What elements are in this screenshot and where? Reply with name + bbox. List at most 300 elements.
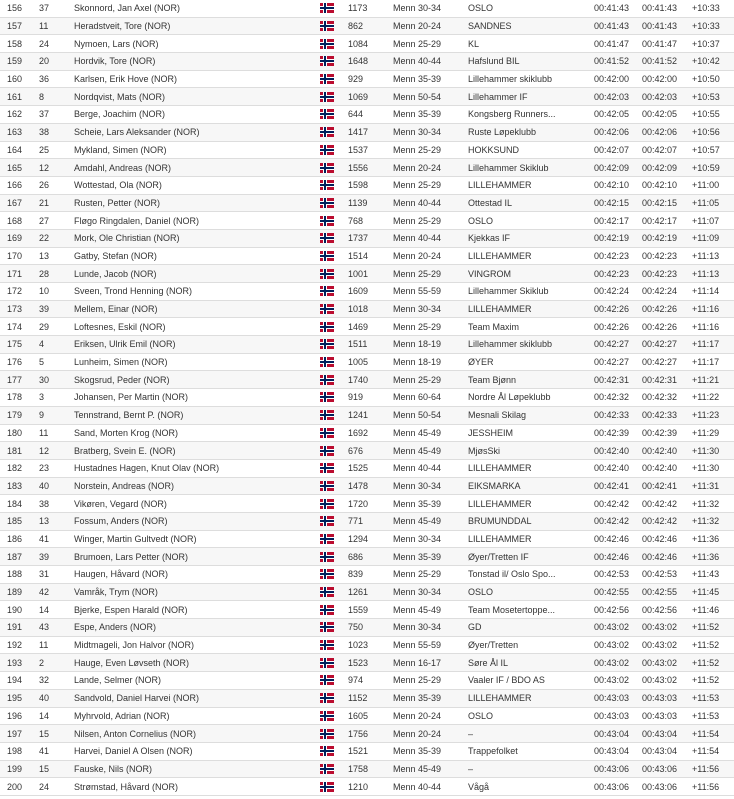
finish-time-cell: 00:43:04	[594, 728, 630, 739]
time-behind-cell: +11:46	[692, 604, 720, 615]
club-cell: Trappefolket	[468, 746, 518, 757]
class-placement-cell: 29	[39, 321, 50, 332]
class-placement-cell: 5	[39, 357, 45, 368]
net-time-cell: 00:42:05	[642, 109, 678, 120]
bib-number-cell: 1001	[348, 268, 369, 279]
class-placement-cell: 22	[39, 233, 50, 244]
table-row[interactable]	[0, 672, 734, 690]
age-class-cell: Menn 20-24	[393, 710, 442, 721]
net-time-cell: 00:41:47	[642, 38, 678, 49]
table-row[interactable]	[0, 195, 734, 213]
age-class-cell: Menn 25-29	[393, 215, 442, 226]
finish-time-cell: 00:42:33	[594, 410, 630, 421]
time-behind-cell: +11:23	[692, 410, 720, 421]
participant-name-link[interactable]: Fløgo Ringdalen, Daniel (NOR)	[74, 215, 200, 226]
table-row[interactable]	[0, 265, 734, 283]
finish-time-cell: 00:43:02	[594, 657, 630, 668]
participant-name-link[interactable]: Sandvold, Daniel Harvei (NOR)	[74, 693, 200, 704]
club-cell: Lillehammer skiklubb	[468, 74, 553, 85]
age-class-cell: Menn 45-49	[393, 516, 442, 527]
time-behind-cell: +11:09	[692, 233, 720, 244]
net-time-cell: 00:43:06	[642, 763, 678, 774]
age-class-cell: Menn 45-49	[393, 427, 442, 438]
flag-cell	[320, 499, 348, 509]
class-placement-cell: 40	[39, 693, 50, 704]
table-row[interactable]	[0, 248, 734, 266]
net-time-cell: 00:43:03	[642, 710, 678, 721]
table-row[interactable]	[0, 584, 734, 602]
club-cell: –	[468, 728, 474, 739]
net-time-cell: 00:43:02	[642, 622, 678, 633]
participant-name-link[interactable]: Nymoen, Lars (NOR)	[74, 38, 159, 49]
table-row[interactable]	[0, 301, 734, 319]
placement-cell: 163	[7, 127, 23, 138]
participant-name-link[interactable]: Hauge, Even Løvseth (NOR)	[74, 657, 190, 668]
time-behind-cell: +11:13	[692, 250, 720, 261]
class-placement-cell: 28	[39, 268, 50, 279]
norway-flag-icon	[320, 233, 334, 243]
participant-name-link[interactable]: Johansen, Per Martin (NOR)	[74, 392, 189, 403]
participant-name-link[interactable]: Mork, Ole Christian (NOR)	[74, 233, 180, 244]
bib-number-cell: 750	[348, 622, 364, 633]
table-row[interactable]	[0, 354, 734, 372]
club-cell: OSLO	[468, 710, 494, 721]
finish-time-cell: 00:42:55	[594, 587, 630, 598]
table-row[interactable]	[0, 35, 734, 53]
time-behind-cell: +11:13	[692, 268, 720, 279]
class-placement-cell: 23	[39, 463, 50, 474]
participant-name-link[interactable]: Vamråk, Trym (NOR)	[74, 587, 158, 598]
time-behind-cell: +11:32	[692, 516, 720, 527]
net-time-cell: 00:42:32	[642, 392, 678, 403]
class-placement-cell: 12	[39, 162, 50, 173]
class-placement-cell: 39	[39, 551, 50, 562]
bib-number-cell: 1514	[348, 250, 369, 261]
bib-number-cell: 1241	[348, 410, 369, 421]
flag-cell	[320, 675, 348, 685]
age-class-cell: Menn 40-44	[393, 781, 442, 792]
participant-name-link[interactable]: Midtmageli, Jon Halvor (NOR)	[74, 640, 195, 651]
flag-cell	[320, 764, 348, 774]
participant-name-link[interactable]: Vikøren, Vegard (NOR)	[74, 498, 167, 509]
finish-time-cell: 00:42:53	[594, 569, 630, 580]
club-cell: LILLEHAMMER	[468, 533, 532, 544]
time-behind-cell: +10:42	[692, 56, 720, 67]
table-row[interactable]	[0, 371, 734, 389]
table-row[interactable]	[0, 690, 734, 708]
norway-flag-icon	[320, 286, 334, 296]
participant-name-link[interactable]: Lande, Selmer (NOR)	[74, 675, 162, 686]
placement-cell: 168	[7, 215, 23, 226]
finish-time-cell: 00:42:32	[594, 392, 630, 403]
flag-cell	[320, 269, 348, 279]
participant-name-link[interactable]: Haugen, Håvard (NOR)	[74, 569, 169, 580]
table-row[interactable]	[0, 619, 734, 637]
bib-number-cell: 1005	[348, 357, 369, 368]
club-cell: OSLO	[468, 3, 494, 14]
participant-name-link[interactable]: Mykland, Simen (NOR)	[74, 144, 167, 155]
table-row[interactable]	[0, 513, 734, 531]
age-class-cell: Menn 55-59	[393, 640, 442, 651]
placement-cell: 195	[7, 693, 23, 704]
table-row[interactable]	[0, 601, 734, 619]
participant-name-link[interactable]: Skonnord, Jan Axel (NOR)	[74, 3, 181, 14]
norway-flag-icon	[320, 569, 334, 579]
flag-cell	[320, 109, 348, 119]
placement-cell: 165	[7, 162, 23, 173]
bib-number-cell: 771	[348, 516, 364, 527]
table-row[interactable]	[0, 0, 734, 18]
finish-time-cell: 00:42:24	[594, 286, 630, 297]
table-row[interactable]	[0, 283, 734, 301]
club-cell: LILLEHAMMER	[468, 498, 532, 509]
table-row[interactable]	[0, 548, 734, 566]
flag-cell	[320, 463, 348, 473]
club-cell: Hafslund BIL	[468, 56, 520, 67]
flag-cell	[320, 145, 348, 155]
participant-name-link[interactable]: Strømstad, Håvard (NOR)	[74, 781, 179, 792]
net-time-cell: 00:41:43	[642, 21, 678, 32]
participant-name-link[interactable]: Fossum, Anders (NOR)	[74, 516, 168, 527]
club-cell: Team Bjønn	[468, 374, 517, 385]
flag-cell	[320, 446, 348, 456]
norway-flag-icon	[320, 463, 334, 473]
placement-cell: 184	[7, 498, 23, 509]
finish-time-cell: 00:42:42	[594, 516, 630, 527]
norway-flag-icon	[320, 304, 334, 314]
club-cell: HOKKSUND	[468, 144, 520, 155]
flag-cell	[320, 127, 348, 137]
table-row[interactable]	[0, 637, 734, 655]
net-time-cell: 00:42:27	[642, 339, 678, 350]
placement-cell: 175	[7, 339, 23, 350]
participant-name-link[interactable]: Bratberg, Svein E. (NOR)	[74, 445, 176, 456]
net-time-cell: 00:43:02	[642, 657, 678, 668]
club-cell: Ottestad IL	[468, 197, 513, 208]
club-cell: LILLEHAMMER	[468, 180, 532, 191]
table-row[interactable]	[0, 177, 734, 195]
placement-cell: 196	[7, 710, 23, 721]
net-time-cell: 00:42:00	[642, 74, 678, 85]
table-row[interactable]	[0, 389, 734, 407]
participant-name-link[interactable]: Norstein, Andreas (NOR)	[74, 480, 175, 491]
table-row[interactable]	[0, 106, 734, 124]
class-placement-cell: 13	[39, 250, 50, 261]
table-row[interactable]	[0, 460, 734, 478]
finish-time-cell: 00:41:52	[594, 56, 630, 67]
finish-time-cell: 00:42:27	[594, 339, 630, 350]
class-placement-cell: 8	[39, 91, 45, 102]
net-time-cell: 00:42:26	[642, 304, 678, 315]
class-placement-cell: 10	[39, 286, 50, 297]
participant-name-link[interactable]: Amdahl, Andreas (NOR)	[74, 162, 172, 173]
table-row[interactable]	[0, 124, 734, 142]
table-row[interactable]	[0, 425, 734, 443]
net-time-cell: 00:43:04	[642, 746, 678, 757]
participant-name-link[interactable]: Eriksen, Ulrik Emil (NOR)	[74, 339, 176, 350]
age-class-cell: Menn 35-39	[393, 693, 442, 704]
class-placement-cell: 43	[39, 622, 50, 633]
time-behind-cell: +11:36	[692, 551, 720, 562]
table-row[interactable]	[0, 53, 734, 71]
net-time-cell: 00:42:23	[642, 250, 678, 261]
participant-name-link[interactable]: Lunde, Jacob (NOR)	[74, 268, 157, 279]
finish-time-cell: 00:42:05	[594, 109, 630, 120]
table-row[interactable]	[0, 212, 734, 230]
participant-name-link[interactable]: Karlsen, Erik Hove (NOR)	[74, 74, 178, 85]
table-row[interactable]	[0, 71, 734, 89]
net-time-cell: 00:43:03	[642, 693, 678, 704]
table-row[interactable]	[0, 725, 734, 743]
finish-time-cell: 00:42:03	[594, 91, 630, 102]
participant-name-link[interactable]: Brumoen, Lars Petter (NOR)	[74, 551, 189, 562]
time-behind-cell: +10:33	[692, 3, 720, 14]
flag-cell	[320, 21, 348, 31]
participant-name-link[interactable]: Sveen, Trond Henning (NOR)	[74, 286, 193, 297]
flag-cell	[320, 534, 348, 544]
class-placement-cell: 11	[39, 427, 49, 438]
club-cell: Lillehammer IF	[468, 91, 528, 102]
class-placement-cell: 14	[39, 604, 50, 615]
time-behind-cell: +11:16	[692, 304, 720, 315]
table-row[interactable]	[0, 743, 734, 761]
finish-time-cell: 00:42:46	[594, 551, 630, 562]
bib-number-cell: 1559	[348, 604, 369, 615]
table-row[interactable]	[0, 478, 734, 496]
table-row[interactable]	[0, 442, 734, 460]
flag-cell	[320, 746, 348, 756]
participant-name-link[interactable]: Skogsrud, Peder (NOR)	[74, 374, 170, 385]
flag-cell	[320, 357, 348, 367]
bib-number-cell: 768	[348, 215, 364, 226]
bib-number-cell: 919	[348, 392, 364, 403]
table-row[interactable]	[0, 318, 734, 336]
bib-number-cell: 1478	[348, 480, 369, 491]
participant-name-link[interactable]: Lunheim, Simen (NOR)	[74, 357, 168, 368]
flag-cell	[320, 711, 348, 721]
class-placement-cell: 36	[39, 74, 50, 85]
placement-cell: 179	[7, 410, 23, 421]
participant-name-link[interactable]: Nordqvist, Mats (NOR)	[74, 91, 166, 102]
time-behind-cell: +11:30	[692, 463, 720, 474]
bib-number-cell: 1737	[348, 233, 369, 244]
norway-flag-icon	[320, 198, 334, 208]
flag-cell	[320, 410, 348, 420]
participant-name-link[interactable]: Mellem, Einar (NOR)	[74, 304, 158, 315]
placement-cell: 157	[7, 21, 23, 32]
club-cell: Lillehammer skiklubb	[468, 339, 553, 350]
placement-cell: 180	[7, 427, 23, 438]
participant-name-link[interactable]: Tennstrand, Bernt P. (NOR)	[74, 410, 184, 421]
time-behind-cell: +11:53	[692, 710, 720, 721]
time-behind-cell: +10:37	[692, 38, 720, 49]
bib-number-cell: 1261	[348, 587, 369, 598]
age-class-cell: Menn 30-34	[393, 480, 442, 491]
norway-flag-icon	[320, 640, 334, 650]
age-class-cell: Menn 25-29	[393, 180, 442, 191]
class-placement-cell: 42	[39, 587, 50, 598]
finish-time-cell: 00:42:26	[594, 304, 630, 315]
age-class-cell: Menn 30-34	[393, 304, 442, 315]
participant-name-link[interactable]: Gatby, Stefan (NOR)	[74, 250, 157, 261]
club-cell: Kjekkas IF	[468, 233, 511, 244]
bib-number-cell: 1692	[348, 427, 369, 438]
age-class-cell: Menn 50-54	[393, 410, 442, 421]
bib-number-cell: 1469	[348, 321, 369, 332]
table-row[interactable]	[0, 407, 734, 425]
class-placement-cell: 38	[39, 498, 50, 509]
flag-cell	[320, 286, 348, 296]
participant-name-link[interactable]: Myhrvold, Adrian (NOR)	[74, 710, 170, 721]
net-time-cell: 00:42:19	[642, 233, 678, 244]
bib-number-cell: 1152	[348, 693, 368, 704]
participant-name-link[interactable]: Heradstveit, Tore (NOR)	[74, 21, 171, 32]
participant-name-link[interactable]: Espe, Anders (NOR)	[74, 622, 157, 633]
placement-cell: 156	[7, 3, 23, 14]
table-row[interactable]	[0, 142, 734, 160]
table-row[interactable]	[0, 778, 734, 796]
bib-number-cell: 974	[348, 675, 364, 686]
table-row[interactable]	[0, 654, 734, 672]
class-placement-cell: 14	[39, 710, 50, 721]
age-class-cell: Menn 18-19	[393, 339, 442, 350]
net-time-cell: 00:42:24	[642, 286, 678, 297]
flag-cell	[320, 587, 348, 597]
table-row[interactable]	[0, 18, 734, 36]
time-behind-cell: +11:21	[692, 374, 720, 385]
participant-name-link[interactable]: Scheie, Lars Aleksander (NOR)	[74, 127, 200, 138]
time-behind-cell: +11:22	[692, 392, 720, 403]
table-row[interactable]	[0, 708, 734, 726]
table-row[interactable]	[0, 761, 734, 779]
club-cell: Øyer/Tretten IF	[468, 551, 529, 562]
placement-cell: 185	[7, 516, 23, 527]
time-behind-cell: +11:52	[692, 640, 720, 651]
age-class-cell: Menn 35-39	[393, 551, 442, 562]
net-time-cell: 00:42:56	[642, 604, 678, 615]
bib-number-cell: 1523	[348, 657, 369, 668]
participant-name-link[interactable]: Hordvik, Tore (NOR)	[74, 56, 156, 67]
flag-cell	[320, 304, 348, 314]
net-time-cell: 00:42:06	[642, 127, 678, 138]
age-class-cell: Menn 45-49	[393, 604, 442, 615]
participant-name-link[interactable]: Fauske, Nils (NOR)	[74, 763, 153, 774]
class-placement-cell: 41	[39, 533, 50, 544]
norway-flag-icon	[320, 180, 334, 190]
placement-cell: 169	[7, 233, 23, 244]
table-row[interactable]	[0, 566, 734, 584]
net-time-cell: 00:43:02	[642, 640, 678, 651]
placement-cell: 192	[7, 640, 23, 651]
placement-cell: 162	[7, 109, 23, 120]
placement-cell: 191	[7, 622, 23, 633]
club-cell: Team Mosetertoppe...	[468, 604, 556, 615]
placement-cell: 173	[7, 304, 23, 315]
norway-flag-icon	[320, 3, 334, 13]
age-class-cell: Menn 30-34	[393, 533, 442, 544]
norway-flag-icon	[320, 357, 334, 367]
norway-flag-icon	[320, 499, 334, 509]
class-placement-cell: 32	[39, 675, 50, 686]
time-behind-cell: +11:45	[692, 587, 720, 598]
participant-name-link[interactable]: Rusten, Petter (NOR)	[74, 197, 161, 208]
time-behind-cell: +11:56	[692, 763, 720, 774]
time-behind-cell: +11:56	[692, 781, 720, 792]
finish-time-cell: 00:43:03	[594, 710, 630, 721]
club-cell: Vaaler IF / BDO AS	[468, 675, 545, 686]
time-behind-cell: +11:05	[692, 197, 720, 208]
club-cell: LILLEHAMMER	[468, 463, 532, 474]
club-cell: SANDNES	[468, 21, 512, 32]
table-row[interactable]	[0, 336, 734, 354]
finish-time-cell: 00:42:23	[594, 250, 630, 261]
participant-name-link[interactable]: Hustadnes Hagen, Knut Olav (NOR)	[74, 463, 220, 474]
flag-cell	[320, 3, 348, 13]
participant-name-link[interactable]: Sand, Morten Krog (NOR)	[74, 427, 179, 438]
participant-name-link[interactable]: Berge, Joachim (NOR)	[74, 109, 166, 120]
net-time-cell: 00:42:46	[642, 533, 678, 544]
class-placement-cell: 9	[39, 410, 45, 421]
participant-name-link[interactable]: Wottestad, Ola (NOR)	[74, 180, 162, 191]
table-row[interactable]	[0, 531, 734, 549]
table-row[interactable]	[0, 495, 734, 513]
finish-time-cell: 00:43:02	[594, 622, 630, 633]
club-cell: Øyer/Tretten	[468, 640, 519, 651]
norway-flag-icon	[320, 516, 334, 526]
time-behind-cell: +11:17	[692, 339, 720, 350]
norway-flag-icon	[320, 729, 334, 739]
table-row[interactable]	[0, 159, 734, 177]
participant-name-link[interactable]: Bjerke, Espen Harald (NOR)	[74, 604, 188, 615]
bib-number-cell: 1018	[348, 304, 369, 315]
bib-number-cell: 1605	[348, 710, 369, 721]
bib-number-cell: 1210	[348, 781, 369, 792]
class-placement-cell: 20	[39, 56, 50, 67]
net-time-cell: 00:42:27	[642, 357, 678, 368]
placement-cell: 200	[7, 781, 23, 792]
finish-time-cell: 00:43:02	[594, 640, 630, 651]
age-class-cell: Menn 25-29	[393, 321, 442, 332]
placement-cell: 194	[7, 675, 23, 686]
net-time-cell: 00:42:09	[642, 162, 678, 173]
table-row[interactable]	[0, 88, 734, 106]
participant-name-link[interactable]: Winger, Martin Gultvedt (NOR)	[74, 533, 197, 544]
finish-time-cell: 00:42:31	[594, 374, 630, 385]
participant-name-link[interactable]: Loftesnes, Eskil (NOR)	[74, 321, 166, 332]
finish-time-cell: 00:42:42	[594, 498, 630, 509]
age-class-cell: Menn 45-49	[393, 763, 442, 774]
participant-name-link[interactable]: Nilsen, Anton Cornelius (NOR)	[74, 728, 197, 739]
norway-flag-icon	[320, 56, 334, 66]
club-cell: VINGROM	[468, 268, 512, 279]
bib-number-cell: 1720	[348, 498, 369, 509]
class-placement-cell: 41	[39, 746, 50, 757]
flag-cell	[320, 729, 348, 739]
finish-time-cell: 00:42:00	[594, 74, 630, 85]
participant-name-link[interactable]: Harvei, Daniel A Olsen (NOR)	[74, 746, 193, 757]
age-class-cell: Menn 35-39	[393, 74, 442, 85]
time-behind-cell: +11:52	[692, 675, 720, 686]
finish-time-cell: 00:42:19	[594, 233, 630, 244]
placement-cell: 181	[7, 445, 23, 456]
norway-flag-icon	[320, 322, 334, 332]
net-time-cell: 00:42:42	[642, 516, 678, 527]
flag-cell	[320, 180, 348, 190]
age-class-cell: Menn 35-39	[393, 746, 442, 757]
placement-cell: 177	[7, 374, 23, 385]
table-row[interactable]	[0, 230, 734, 248]
bib-number-cell: 1521	[348, 746, 369, 757]
